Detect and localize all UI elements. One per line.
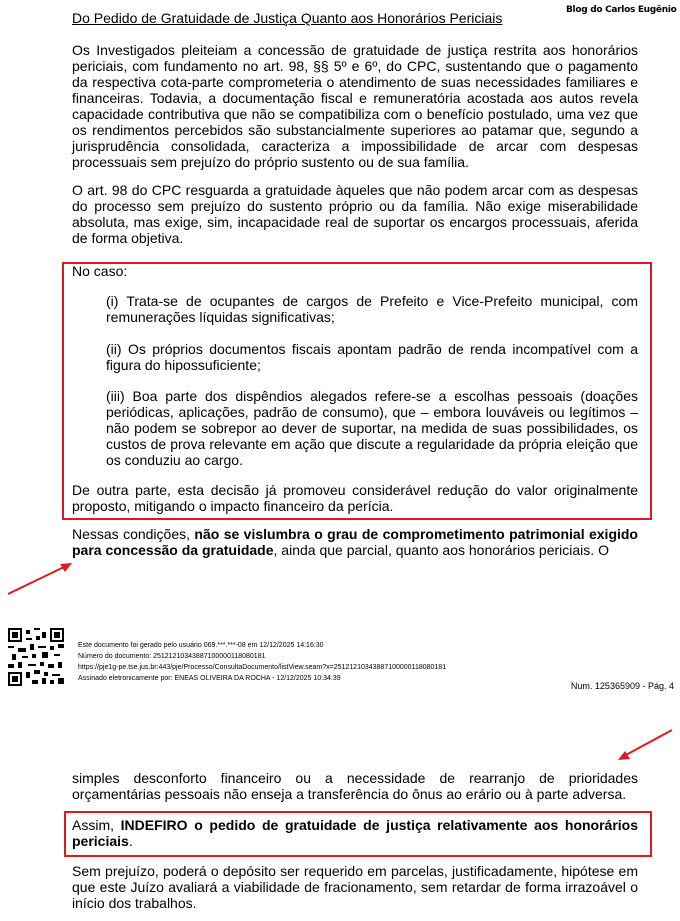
paragraph: O art. 98 do CPC resguarda a gratuidade àqueles que não podem arcar com as despesas do processo sem prejuízo do sustento próprio ou da família. Não exige miserabilidade absoluta, mas exige, sim, incapacidade real de suportar os encargos processuais, aferida de forma objetiva.	[72, 182, 638, 246]
list-item: (iii) Boa parte dos dispêndios alegados refere-se a escolhas pessoais (doações periódicas, aplicações, padrão de consumo), que – embora louváveis ou legítimos – não podem se sobrepor ao dever de suportar, na medida de suas possibilidades, os custos de prova relevante em ação que discute a regularidade da própria eleição que os conduziu ao cargo.	[106, 388, 638, 468]
paragraph: De outra parte, esta decisão já promoveu considerável redução do valor originalmente proposto, mitigando o impacto financeiro da perícia.	[72, 482, 638, 514]
footer-generated: Este documento foi gerado pelo usuário 069.***.***-08 em 12/12/2025 14:16:30	[78, 642, 324, 649]
text: Nessas condições,	[72, 526, 195, 542]
paragraph	[72, 526, 638, 558]
arrow-icon	[4, 560, 76, 598]
footer-url[interactable]: https://pje1g-pe.tse.jus.br:443/pje/Processo/ConsultaDocumento/listView.seam?x=25121210343887100000118080181	[78, 664, 447, 671]
section-title: Do Pedido de Gratuidade de Justiça Quanto aos Honorários Periciais	[72, 10, 503, 26]
paragraph: Sem prejuízo, poderá o depósito ser requerido em parcelas, justificadamente, hipótese em que este Juízo avaliará a viabilidade de fracionamento, sem retardar de forma irrazoável o início dos trabalhos.	[72, 863, 638, 911]
text: .	[128, 833, 133, 849]
footer-doc-number: Número do documento: 25121210343887100000118080181	[78, 653, 266, 660]
qr-code	[8, 628, 64, 686]
watermark: Blog do Carlos Eugênio	[566, 5, 677, 15]
text: Assim,	[72, 817, 121, 833]
list-item: (i) Trata-se de ocupantes de cargos de Prefeito e Vice-Prefeito municipal, com remunerações líquidas significativas;	[106, 293, 638, 325]
arrow-icon	[610, 726, 676, 764]
paragraph: No caso:	[72, 263, 128, 279]
paragraph: Os Investigados pleiteiam a concessão de gratuidade de justiça restrita aos honorários periciais, com fundamento no art. 98, §§ 5º e 6º, do CPC, sustentando que o pagamento da respectiva cota-parte comprometeria o atendimento de suas necessidades familiares e financeiras. Todavia, a documentação fiscal e remuneratória acostada aos autos revela capacidade contributiva que não se compatibiliza com o benefício postulado, uma vez que os rendimentos percebidos são substancialmente superiores ao patamar que, segundo a jurisprudência consolidada, caracteriza a impossibilidade de arcar com despesas processuais sem prejuízo do próprio sustento ou de sua família.	[72, 42, 638, 170]
bold-text: não se vislumbra o grau de comprometimento patrimonial exigido para concessão da gratuidade	[72, 526, 638, 558]
text: , ainda que parcial, quanto aos honorários periciais. O	[273, 542, 609, 558]
paragraph	[72, 817, 638, 849]
list-item: (ii) Os próprios documentos fiscais apontam padrão de renda incompatível com a figura do hipossuficiente;	[106, 341, 638, 373]
paragraph: simples desconforto financeiro ou a necessidade de rearranjo de prioridades orçamentárias pessoais não enseja a transferência do ônus ao erário ou à parte adversa.	[72, 770, 638, 802]
footer-signature: Assinado eletronicamente por: ENEAS OLIVEIRA DA ROCHA - 12/12/2025 10:34:39	[78, 675, 341, 682]
bold-text: INDEFIRO o pedido de gratuidade de justiça relativamente aos honorários periciais	[72, 817, 639, 849]
page-number: Num. 125365909 - Pág. 4	[570, 681, 674, 691]
